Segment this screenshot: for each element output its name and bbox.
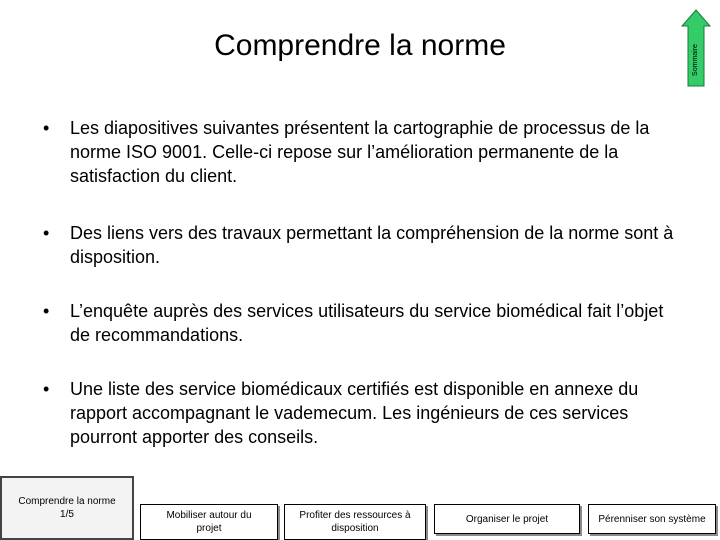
nav-organiser-le-projet[interactable] (434, 504, 580, 534)
bullet-marker: • (43, 379, 50, 399)
bullet-item (40, 116, 680, 188)
bullet-text: Une liste des service biomédicaux certifiés est disponible en annexe du rapport accompagnant le vademecum. Les ingénieurs de ces services pourront apporter des conseils. (70, 379, 639, 447)
nav-label: Pérenniser son système (598, 513, 706, 525)
bullet-item (40, 299, 680, 347)
bullet-marker: • (43, 118, 50, 138)
nav-comprendre-la-norme[interactable] (0, 476, 134, 540)
sommaire-button[interactable] (680, 8, 712, 88)
bullet-item (40, 377, 680, 449)
nav-page-counter: 1/5 (60, 509, 74, 520)
nav-label-line2: projet (196, 523, 222, 534)
bullet-list (40, 116, 680, 449)
bullet-item (40, 221, 680, 269)
bullet-text: L’enquête auprès des services utilisateurs du service biomédical fait l’objet de recommandations. (70, 301, 664, 345)
nav-profiter-des-ressources[interactable] (284, 504, 426, 540)
nav-label: Mobiliser autour du (166, 510, 252, 521)
nav-label-line2: disposition (331, 523, 379, 534)
nav-label: Organiser le projet (465, 513, 549, 525)
nav-perenniser-son-systeme[interactable] (588, 504, 716, 534)
bottom-navigation (0, 474, 720, 540)
sommaire-label: Sommaire (692, 44, 699, 76)
bullet-marker: • (43, 223, 50, 243)
bullet-text: Les diapositives suivantes présentent la cartographie de processus de la norme ISO 9001. Celle-ci repose sur l’amélioration permanente de la satisfaction du client. (70, 118, 650, 186)
nav-mobiliser-autour-du-projet[interactable] (140, 504, 278, 540)
bullet-marker: • (43, 301, 50, 321)
bullet-text: Des liens vers des travaux permettant la compréhension de la norme sont à disposition. (70, 223, 674, 267)
slide-title: Comprendre la norme (214, 29, 506, 62)
nav-label: Profiter des ressources à (299, 510, 411, 521)
nav-label: Comprendre la norme (18, 496, 116, 507)
